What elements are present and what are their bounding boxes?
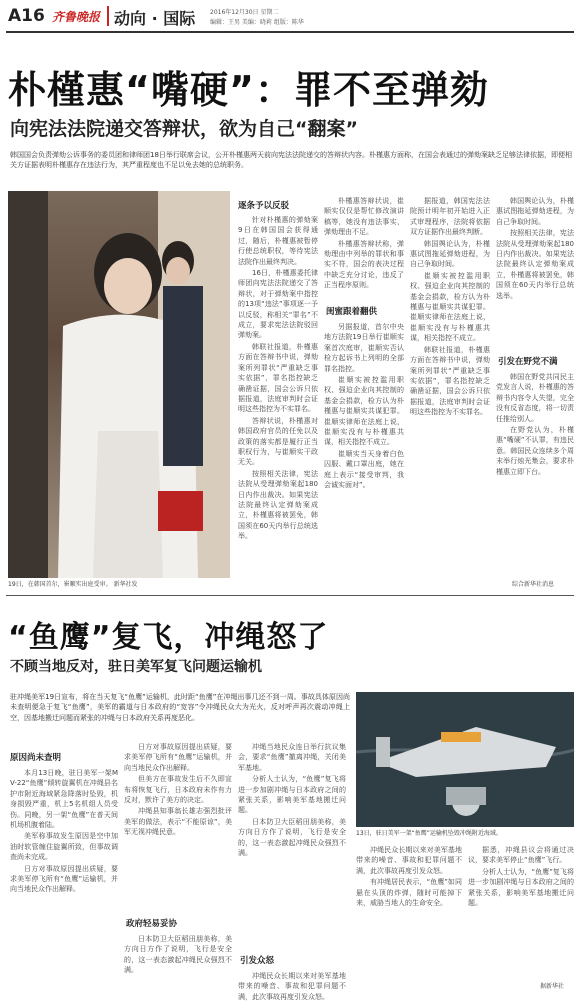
source-park: 综合新华社消息 [512,581,555,588]
osprey-col3: 冲绳当地民众连日举行抗议集会，要求“鱼鹰”撤离冲绳，关闭美军基地。 分析人士认为，“鱼鹰”复飞将进一步加剧冲绳与日本政府之间的紧张关系，影响美军基地搬迁问题。 日本防卫大臣稻田朋美称，美方向日方作了说明，飞行是安全的，这一表态激起冲绳民众强烈不满。 [238,743,346,858]
article-col3: 据报道，韩国宪法法院预计明年初开始进入正式审理程序，法院将依据双方证据作出最终判断。 韩国舆论认为，朴槿惠试图拖延弹劾进程，为自己争取时间。 崔顺实被控滥用职权、强迫企业向其控制的基金会捐款，检方认为朴槿惠与崔顺实共谋犯罪。崔顺实律师在法庭上说，崔顺实没有与朴槿惠共谋，相关指控不成立。 韩联社报道，朴槿惠方面在答辩书中说，弹劾案所列罪状“严重缺乏事实依据”，罪名指控缺乏确凿证据，国会公诉只依据报道，法庭审判时会证明这些指控为不实罪名。 [410,197,490,417]
osprey-col1: 本月13日晚，驻日美军一架MV-22“鱼鹰”倾转旋翼机在冲绳县名护市附近海域紧急降落时坠毁，机身损毁严重，机上5名机组人员受伤。同晚，另一架“鱼鹰”在普天间机场机腹着陆。 美军称事故发生原因是空中加油时软管缠住旋翼所致，但事故调查尚未完成。 日方对事故原因提出质疑，要求美军停飞所有“鱼鹰”运输机，并向当地民众作出解释。 [10,769,118,894]
lead-park: 韩国国会负责弹劾公诉事务的委员团和律师团18日举行联席会议，公开朴槿惠两天前向宪法法院递交的答辩状内容。朴槿惠方面称，在国会表通过的弹劾案缺乏足够法律依据，即便相关方证据表明朴槿惠存在违法行为，其严重程度也不足以免去她的总统职务。 [10,151,572,170]
article-col4: 韩国舆论认为，朴槿惠试图拖延弹劾进程，为自己争取时间。 按照相关法律，宪法法院从受理弹劾案起180日内作出裁决。如果宪法法院最终认定弹劾案成立，朴槿惠将被罢免，韩国须在60天内举行总统选举。 [496,197,574,300]
article-col1: 针对朴槿惠的弹劾案9日在韩国国会获得通过，随后，朴槿惠被暂停行使总统职权，等待宪法法院作出最终判决。 16日，朴槿惠委托律师团向宪法法院递交了答辩状，对于弹劾案中指控的13项“违法”事项逐一予以反驳，称相关“罪名”不成立，要求宪法法院驳回弹劾案。 韩联社报道，朴槿惠方面在答辩书中说，弹劾案所列罪状“严重缺乏事实依据”，罪名指控缺乏确凿证据，国会公诉只依据报道，法庭审判时会证明这些指控为不实罪名。 答辩状说，朴槿惠对韩国政府官员的任免以及政策的落实都是履行正当职权行为，与崔顺实干政无关。 按照相关法律，宪法法院从受理弹劾案起180日内作出裁决。如果宪法法院最终认定弹劾案成立，朴槿惠将被罢免，韩国须在60天内举行总统选举。 [238,216,318,541]
osprey-col2b: 日本防卫大臣稻田朋美称，美方向日方作了说明，飞行是安全的，这一表态激起冲绳民众强烈不满。 [124,935,232,975]
page-header [0,0,580,36]
photo-illustration [8,191,230,578]
wreck-illustration [356,692,574,827]
osprey-col3b: 冲绳民众长期以来对美军基地带来的噪音、事故和犯罪问题不满，此次事故再度引发众怒。 [238,972,346,1001]
photo-park-court [8,191,230,578]
osprey-col5: 据悉，冲绳县议会将通过决议，要求美军停止“鱼鹰”飞行。 分析人士认为，“鱼鹰”复飞将进一步加剧冲绳与日本政府之间的紧张关系，影响美军基地搬迁问题。 [468,846,574,908]
photo-caption-park: 19日，在韩国首尔，崔顺实出庭受审。 新华社发 [8,581,138,588]
subhead-park: 向宪法法院递交答辩状，欲为自己“翻案” [10,118,358,140]
subtitle-confidant: 闺蜜跟着翻供 [326,307,378,317]
article-col2: 朴槿惠答辩状说，崔顺实仅仅是帮忙修改演讲稿等，她没有违法事实，弹劾理由不足。 朴槿惠答辩状称，弹劾理由中列举的罪状和事实不符，国会的表决过程中缺乏充分讨论，违反了正当程序原则。 [324,197,404,290]
page-number: A16 [8,6,45,26]
source-osprey: 据新华社 [540,983,565,990]
issue-date: 2016年12月30日 星期二 [210,9,279,16]
lead-osprey: 驻冲绳美军19日宣布，将在当天复飞“鱼鹰”运输机，此时距“鱼鹰”在冲绳出事几还不到一周。事故具体原因尚未查明便急于复飞“鱼鹰”，美军的霸道与日本政府的“宽容”令冲绳民众大为光火，反对呼声再次震动冲绳上空，因基地搬迁问题而紧张的冲绳与日本政府关系再度恶化。 [10,693,350,722]
section-title: 动向 · 国际 [114,9,196,28]
subtitle-cause: 原因尚未查明 [10,753,62,763]
headline-osprey: “鱼鹰”复飞，冲绳怒了 [8,620,329,655]
article-col4b: 韩国在野党共同民主党发言人说，朴槿惠的答辩书内容令人失望，完全没有反省态度，将一切责任推给别人。 在野党认为，朴槿惠“嘴硬”不认罪，有违民意。韩国民众连续多个周末举行烛光集会，要求朴槿惠立即下台。 [496,373,574,476]
subhead-osprey: 不顾当地反对，驻日美军复飞问题运输机 [10,659,262,675]
subtitle-anger: 引发众怒 [240,956,275,966]
headline-park: 朴槿惠“嘴硬”：罪不至弹劾 [8,68,489,112]
photo-caption-osprey: 13日，驻日美军一架“鱼鹰”运输机坠毁冲绳附近海域。 [356,830,502,837]
masthead-logo: 齐鲁晚报 [52,10,101,24]
article-col2b: 另据报道，首尔中央地方法院19日举行崔顺实案首次庭审，崔顺实否认检方起诉书上列明的全部罪名指控。 崔顺实被控滥用职权、强迫企业向其控制的基金会捐款，检方认为朴槿惠与崔顺实共谋犯罪。崔顺实律师在法庭上说，崔顺实没有与朴槿惠共谋，相关指控不成立。 崔顺实当天身着白色囚服、戴口罩出庭，她在庭上表示“接受审判，我会诚实面对”。 [324,323,404,490]
osprey-col2: 日方对事故原因提出质疑，要求美军停飞所有“鱼鹰”运输机，并向当地民众作出解释。 但美方在事故发生后不久即宣布将恢复飞行，日本政府未作有力反对，默许了美方的决定。 冲绳县知事翁长雄志强烈批评美军的做法，表示“不能原谅”，美军无视冲绳民意。 [124,743,232,837]
osprey-col4: 冲绳民众长期以来对美军基地带来的噪音、事故和犯罪问题不满，此次事故再度引发众怒。 有冲绳居民表示，“鱼鹰”如同悬在头顶的炸弹，随时可能掉下来，威胁当地人的生命安全。 [356,846,462,908]
photo-osprey-wreck [356,692,574,827]
subtitle-opposition: 引发在野党不满 [498,357,558,367]
subtitle-compromise: 政府轻易妥协 [126,919,178,929]
editor-credits: 编辑：王男 美编：晓莉 组版：陈华 [210,19,304,26]
subtitle-rebut: 逐条予以反驳 [238,201,290,211]
